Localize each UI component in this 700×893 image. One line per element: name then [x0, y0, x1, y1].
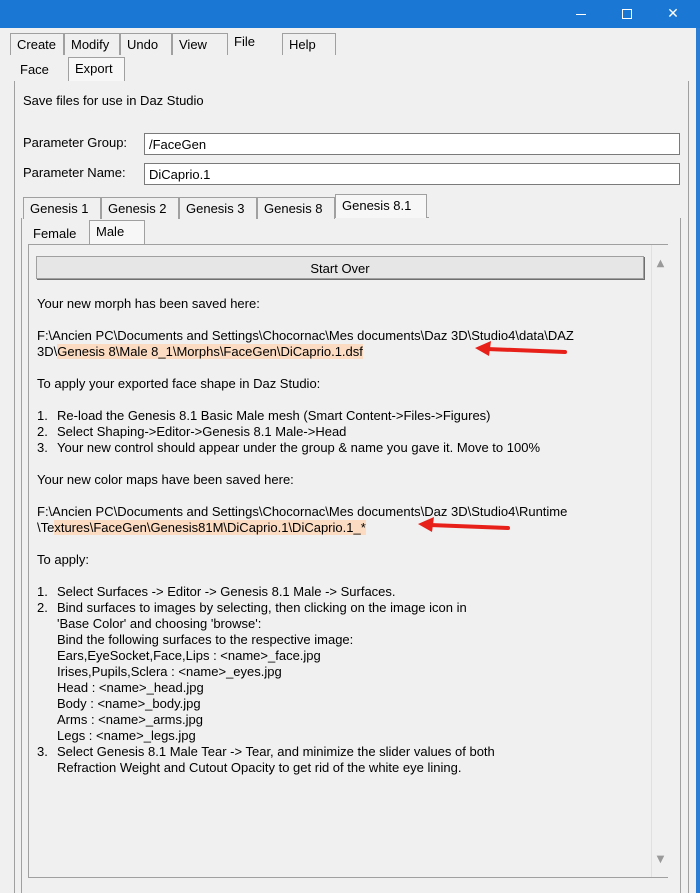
tab-view[interactable]: View [172, 33, 228, 55]
tab-help[interactable]: Help [282, 33, 336, 55]
surface-map-eyes: Irises,Pupils,Sclera : <name>_eyes.jpg [57, 664, 282, 679]
intro-text: Save files for use in Daz Studio [23, 93, 204, 108]
start-over-button[interactable]: Start Over [36, 256, 644, 279]
apply-step-2-text: Select Shaping->Editor->Genesis 8.1 Male->Head [57, 424, 347, 439]
close-button[interactable] [650, 0, 696, 28]
close-icon: ✕ [667, 6, 679, 22]
window-frame-edge [696, 28, 700, 893]
export-instructions-panel [28, 244, 668, 878]
tab-genesis-8[interactable]: Genesis 8 [257, 197, 335, 219]
vertical-scrollbar[interactable] [651, 245, 668, 877]
color-path-prefix: \Te [37, 520, 55, 535]
surface-step-1: 1. Select Surfaces -> Editor -> Genesis 8.1 Male -> Surfaces. [37, 584, 396, 599]
tab-genesis-8-1[interactable]: Genesis 8.1 [335, 194, 427, 218]
maximize-icon [622, 9, 632, 19]
surface-step-1-text: Select Surfaces -> Editor -> Genesis 8.1 Male -> Surfaces. [57, 584, 396, 599]
parameter-group-label: Parameter Group: [23, 135, 128, 150]
surface-map-legs: Legs : <name>_legs.jpg [57, 728, 196, 743]
annotation-arrow-colormaps [412, 514, 512, 538]
apply-step-3: 3. Your new control should appear under the group & name you gave it. Move to 100% [37, 440, 540, 455]
scroll-up-icon[interactable]: ▲ [656, 258, 665, 269]
tab-modify[interactable]: Modify [64, 33, 120, 55]
tab-create[interactable]: Create [10, 33, 64, 55]
tab-genesis-2[interactable]: Genesis 2 [101, 197, 179, 219]
tab-face[interactable]: Face [14, 59, 68, 81]
surface-map-arms: Arms : <name>_arms.jpg [57, 712, 203, 727]
color-path-line-2 [37, 520, 366, 536]
morph-path-prefix: 3D\ [37, 344, 58, 359]
surface-map-head: Head : <name>_head.jpg [57, 680, 204, 695]
color-heading: Your new color maps have been saved here: [37, 472, 294, 487]
apply-step-1: 1. Re-load the Genesis 8.1 Basic Male mesh (Smart Content->Files->Figures) [37, 408, 491, 423]
apply-step-2: 2. Select Shaping->Editor->Genesis 8.1 Male->Head [37, 424, 347, 439]
title-bar [0, 0, 700, 28]
morph-path-line-2 [37, 344, 363, 360]
surface-step-2-line-1: Bind surfaces to images by selecting, then clicking on the image icon in [57, 600, 467, 615]
surface-step-3-line-1: Select Genesis 8.1 Male Tear -> Tear, and minimize the slider values of both [57, 744, 495, 759]
instructions-content [29, 245, 651, 877]
morph-heading: Your new morph has been saved here: [37, 296, 260, 311]
surface-step-2-line-2: 'Base Color' and choosing 'browse': [57, 616, 262, 631]
minimize-button[interactable] [558, 0, 604, 28]
color-path-line-1: F:\Ancien PC\Documents and Settings\Chocornac\Mes documents\Daz 3D\Studio4\Runtime [37, 504, 568, 519]
apply-heading: To apply your exported face shape in Daz Studio: [37, 376, 321, 391]
apply-step-1-text: Re-load the Genesis 8.1 Basic Male mesh (Smart Content->Files->Figures) [57, 408, 491, 423]
surface-step-3: 3. Select Genesis 8.1 Male Tear -> Tear, and minimize the slider values of both [37, 744, 495, 759]
scroll-down-icon[interactable]: ▼ [656, 854, 665, 865]
parameter-group-input[interactable] [144, 133, 680, 155]
tab-female[interactable]: Female [27, 223, 89, 245]
morph-path-line-1: F:\Ancien PC\Documents and Settings\Chocornac\Mes documents\Daz 3D\Studio4\data\DAZ [37, 328, 574, 343]
maximize-button[interactable] [604, 0, 650, 28]
tab-export[interactable]: Export [68, 57, 125, 81]
tab-genesis-1[interactable]: Genesis 1 [23, 197, 101, 219]
apply2-heading: To apply: [37, 552, 90, 567]
parameter-name-input[interactable] [144, 163, 680, 185]
surface-map-body: Body : <name>_body.jpg [57, 696, 201, 711]
surface-step-2-line-3: Bind the following surfaces to the respective image: [57, 632, 354, 647]
tab-undo[interactable]: Undo [120, 33, 172, 55]
tab-genesis-3[interactable]: Genesis 3 [179, 197, 257, 219]
annotation-arrow-morph [469, 339, 569, 363]
morph-path-highlight: Genesis 8\Male 8_1\Morphs\FaceGen\DiCaprio.1.dsf [57, 344, 363, 359]
parameter-name-label: Parameter Name: [23, 165, 126, 180]
color-path-highlight: xtures\FaceGen\Genesis81M\DiCaprio.1\DiCaprio.1_* [54, 520, 366, 535]
surface-step-3-line-2: Refraction Weight and Cutout Opacity to get rid of the white eye lining. [57, 760, 462, 775]
tab-file[interactable]: File [228, 31, 282, 55]
apply-step-3-text: Your new control should appear under the group & name you gave it. Move to 100% [57, 440, 540, 455]
tab-male[interactable]: Male [89, 220, 145, 244]
surface-step-2: 2. Bind surfaces to images by selecting, then clicking on the image icon in [37, 600, 467, 615]
surface-map-face: Ears,EyeSocket,Face,Lips : <name>_face.jpg [57, 648, 321, 663]
minimize-icon [576, 14, 586, 15]
